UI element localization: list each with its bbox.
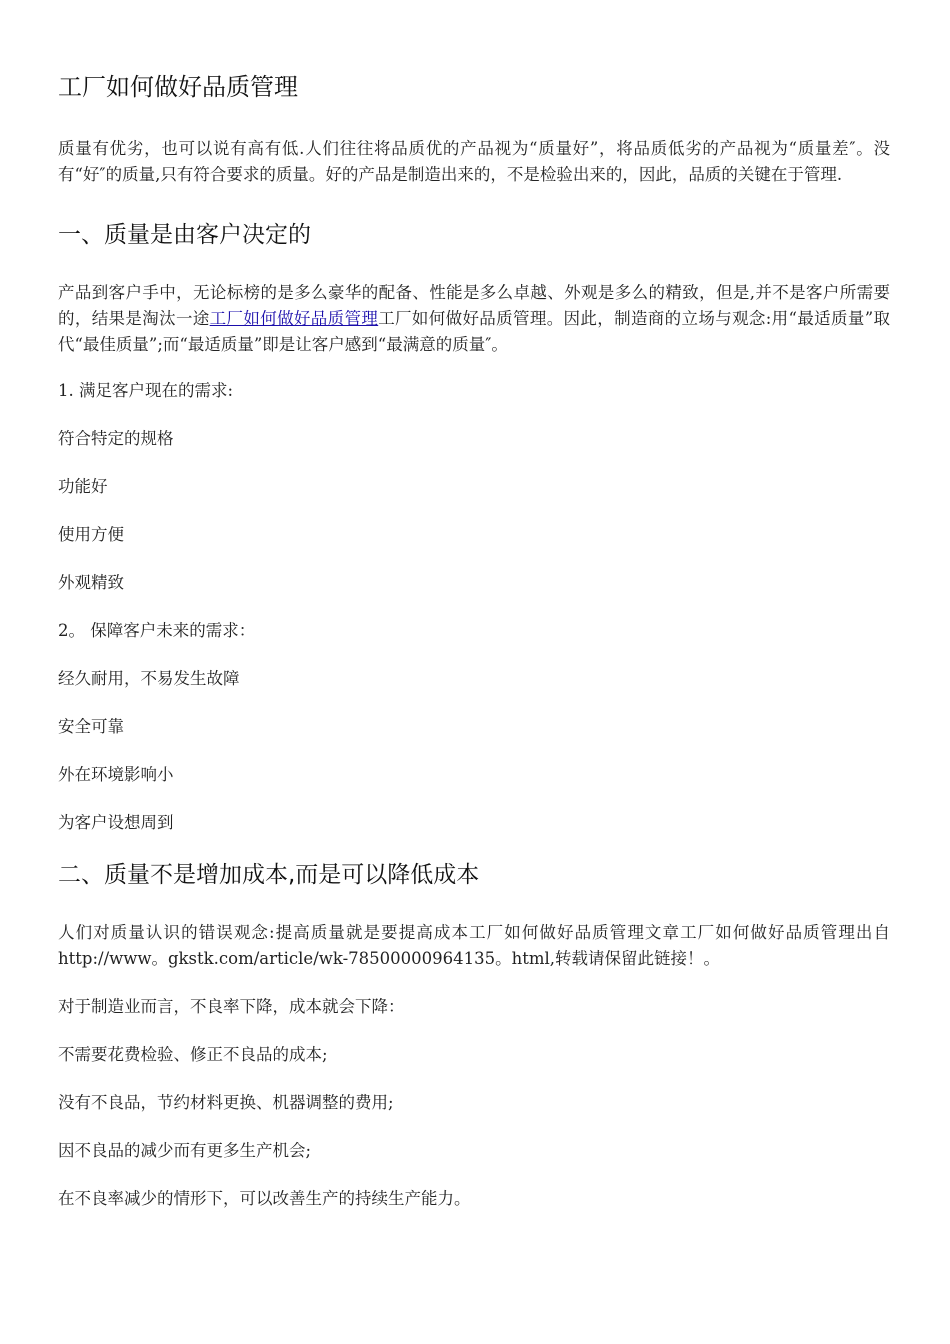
section-2-paragraph: 人们对质量认识的错误观念:提高质量就是要提高成本工厂如何做好品质管理文章工厂如何做好品质管理出自http://www。gkstk.com/article/wk-78500000964135。html,转载请保留此链接！。 <box>58 923 890 968</box>
section-1-text-before-link: 产品到客户手中，无论标榜的是多么豪华的配备、性能是多么卓越、外观是多么的精致，但是,并不是客户所需要的，结果是淘汰一途 <box>58 283 890 328</box>
section-2-heading: 二、质量不是增加成本,而是可以降低成本 <box>58 862 480 888</box>
list-item: 功能好 <box>58 477 108 496</box>
article-link[interactable]: 工厂如何做好品质管理 <box>209 309 379 328</box>
list-item: 外在环境影响小 <box>58 765 174 784</box>
list-item: 经久耐用，不易发生故障 <box>58 669 240 688</box>
list-item: 在不良率减少的情形下，可以改善生产的持续生产能力。 <box>58 1189 471 1208</box>
list-item: 外观精致 <box>58 573 124 592</box>
section-1-text-after-link: 工厂如何做好品质管理。因此，制造商的立场与观念:用“最适质量”取代“最佳质量”;而“最适质量”即是让客户感到“最满意的质量″。 <box>58 309 891 354</box>
list-item: 为客户设想周到 <box>58 813 174 832</box>
list-item: 没有不良品，节约材料更换、机器调整的费用; <box>58 1093 394 1112</box>
list-1-title: 1. 满足客户现在的需求: <box>58 381 234 400</box>
list-item: 使用方便 <box>58 525 124 544</box>
intro-paragraph: 质量有优劣，也可以说有高有低.人们往往将品质优的产品视为“质量好”，将品质低劣的产品视为“质量差″。没有“好″的质量,只有符合要求的质量。好的产品是制造出来的，不是检验出来的，因此，品质的关键在于管理. <box>58 139 890 184</box>
list-item: 因不良品的减少而有更多生产机会; <box>58 1141 312 1160</box>
list-2-title: 2。 保障客户未来的需求： <box>58 621 256 640</box>
section-2-lead: 对于制造业而言，不良率下降，成本就会下降： <box>58 997 405 1016</box>
section-1-heading: 一、质量是由客户决定的 <box>58 222 311 248</box>
section-1-paragraph <box>58 280 890 358</box>
list-item: 符合特定的规格 <box>58 429 174 448</box>
document-title: 工厂如何做好品质管理 <box>58 73 298 101</box>
list-item: 安全可靠 <box>58 717 124 736</box>
list-item: 不需要花费检验、修正不良品的成本; <box>58 1045 328 1064</box>
